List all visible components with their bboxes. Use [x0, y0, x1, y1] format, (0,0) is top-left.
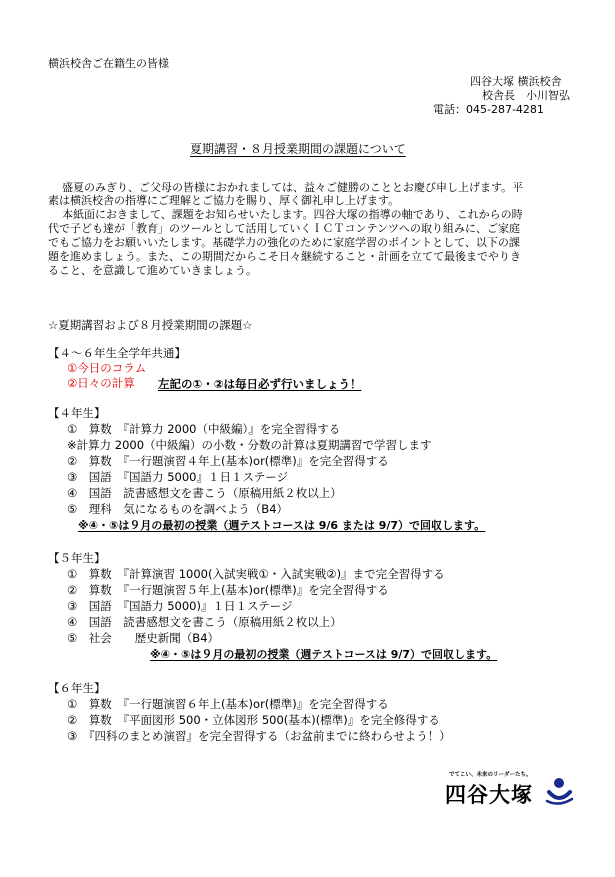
- grade5-line-4: ④ 国語 読書感想文を書こう（原稿用紙２枚以上）: [67, 615, 342, 629]
- intro-line-4: 代で子ども達が「教育」のツールとして活用していくＩＣＴコンテンツへの取り組みに、ご家庭: [48, 222, 521, 235]
- common-heading: 【４～６年生全学年共通】: [48, 346, 186, 360]
- grade4-line-4: ③ 国語 『国語力 5000』１日１ステージ: [67, 470, 289, 484]
- grade4-heading: 【４年生】: [48, 406, 106, 420]
- intro-line-5: でもご協力をお願いいたします。基礎学力の強化のために家庭学習のポイントとして、以下の課: [48, 236, 520, 249]
- intro-line-2: 素は横浜校舎の指導にご理解とご協力を賜り、厚く御礼申し上げます。: [48, 194, 400, 207]
- addressee: 横浜校舎ご在籍生の皆様: [48, 57, 169, 70]
- grade6-line-2: ② 算数 『平面図形 500・立体図形 500(基本)(標準)』を完全修得する: [67, 713, 440, 727]
- sender-principal: 校舎長 小川智弘: [482, 89, 570, 102]
- section-heading: ☆夏期講習および８月授業期間の課題☆: [48, 318, 253, 332]
- common-item-calc: ②日々の計算: [67, 376, 135, 390]
- phone-number: 電話：045-287-4281: [433, 103, 544, 116]
- logo-name: 四谷大塚: [445, 783, 533, 807]
- common-item-column: ①今日のコラム: [67, 361, 147, 375]
- grade4-line-5: ④ 国語 読書感想文を書こう（原稿用紙２枚以上）: [67, 486, 342, 500]
- page-title: 夏期講習・８月授業期間の課題について: [190, 142, 406, 156]
- grade4-line-2: ※計算力 2000（中級編）の小数・分数の計算は夏期講習で学習します: [67, 438, 432, 452]
- intro-line-1: 盛夏のみぎり、ご父母の皆様におかれましては、益々ご健勝のこととお慶び申し上げます。平: [62, 181, 524, 194]
- grade6-line-1: ① 算数 『一行題演習６年上(基本)or(標準)』を完全習得する: [67, 697, 389, 711]
- grade4-line-6: ⑤ 理科 気になるものを調べよう（B4）: [67, 502, 289, 516]
- logo-mark-icon: [543, 774, 575, 806]
- grade5-heading: 【５年生】: [48, 551, 106, 565]
- grade6-heading: 【６年生】: [48, 681, 106, 695]
- grade4-line-1: ① 算数 『計算力 2000（中級編）』を完全習得する: [67, 422, 341, 436]
- grade5-note: ※④・⑤は９月の最初の授業（週テストコースは 9/7）で回収します。: [150, 648, 498, 661]
- logo-tagline: でてこい、未来のリーダーたち。: [449, 772, 532, 778]
- intro-line-6: 題を進めましょう。また、この期間だからこそ日々継続すること・計画を立てて最後までやりき: [48, 250, 521, 263]
- yotsuya-otsuka-logo: [445, 770, 580, 810]
- grade5-line-1: ① 算数 『計算演習 1000(入試実戦①・入試実戦②)』まで完全習得する: [67, 567, 445, 581]
- grade5-line-2: ② 算数 『一行題演習５年上(基本)or(標準)』を完全習得する: [67, 583, 389, 597]
- sender-school: 四谷大塚 横浜校舎: [470, 75, 562, 88]
- intro-line-7: ること、を意識して進めていきましょう。: [48, 264, 257, 277]
- intro-line-3: 本紙面におきまして、課題をお知らせいたします。四谷大塚の指導の軸であり、これからの時: [62, 208, 523, 221]
- common-note: 左記の①・②は毎日必ず行いましょう！: [158, 377, 362, 391]
- grade5-line-3: ③ 国語 『国語力 5000)』１日１ステージ: [67, 599, 293, 613]
- grade5-line-5: ⑤ 社会 歴史新聞（B4）: [67, 631, 220, 645]
- grade4-line-3: ② 算数 『一行題演習４年上(基本)or(標準)』を完全習得する: [67, 454, 389, 468]
- grade4-note: ※④・⑤は９月の最初の授業（週テストコースは 9/6 または 9/7）で回収します。: [78, 519, 486, 532]
- grade6-line-3: ③ 『四科のまとめ演習』を完全習得する（お盆前までに終わらせよう！）: [67, 729, 451, 743]
